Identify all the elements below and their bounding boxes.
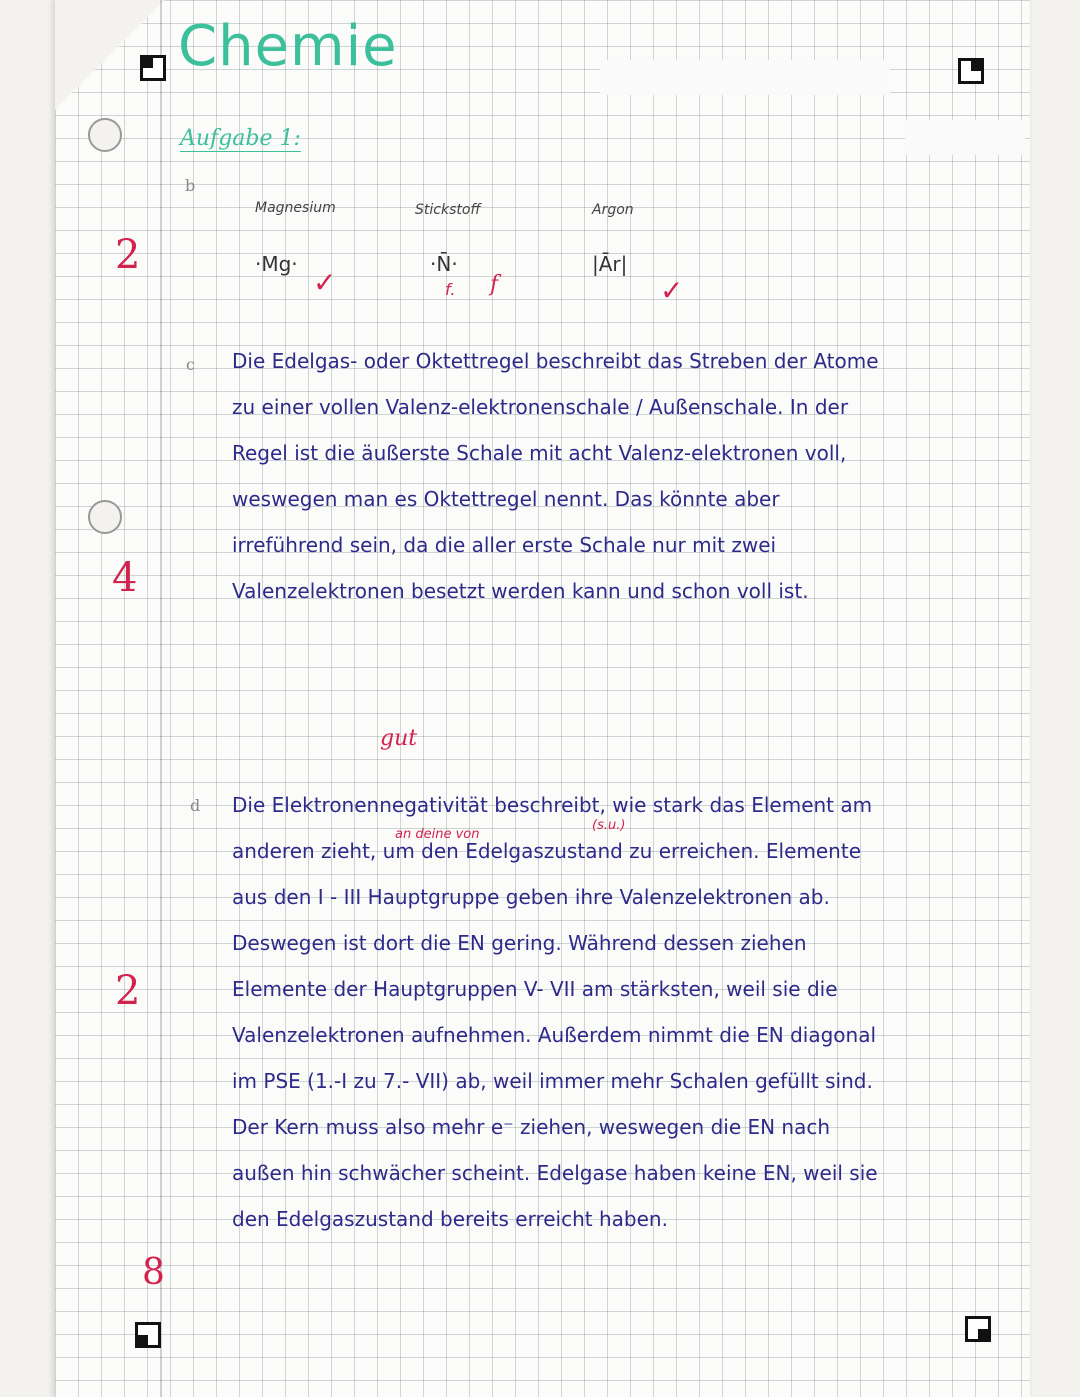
score-part-c: 4 [112, 555, 138, 601]
element-name-nitrogen: Stickstoff [415, 202, 481, 218]
check-mark-icon: ✓ [660, 274, 684, 307]
redacted-area [600, 60, 890, 95]
part-d-text: Die Elektronennegativität beschreibt, wie stark das Element am anderen zieht, um den Edelgaszustand zu erreichen. Elemente aus den I - III Hauptgruppe geben ihre Valenzelektronen ab. Deswegen ist dort die EN gering. Während dessen ziehen Elemente der Hauptgruppen V- VII am stärksten, weil sie die Valenzelektronen aufnehmen. Außerdem nimmt die EN diagonal im PSE (1.-I zu 7.- VII) ab, weil immer mehr Schalen gefüllt sind. Der Kern muss also mehr e⁻ ziehen, weswegen die EN nach außen hin schwächer scheint. Edelgase haben keine EN, weil sie den Edelgaszustand bereits erreicht haben. [232, 793, 878, 1231]
corner-marker-bottom-left-icon [135, 1322, 161, 1348]
lewis-nitrogen: ·N̄· [430, 252, 458, 276]
element-name-magnesium: Magnesium [255, 200, 336, 216]
part-d-label: d [190, 796, 201, 815]
margin-line [160, 0, 162, 1397]
punch-hole-top [88, 118, 122, 152]
part-c-label: c [186, 355, 195, 374]
part-b-label: b [185, 176, 196, 195]
corner-marker-bottom-right-icon [965, 1316, 991, 1342]
insert-note-ref: (s.u.) [592, 818, 626, 833]
nitrogen-note: f. [445, 280, 456, 299]
score-total: 8 [142, 1252, 165, 1293]
punch-hole-middle [88, 500, 122, 534]
teacher-comment: gut [380, 726, 418, 751]
score-part-b: 2 [115, 232, 141, 278]
element-name-argon: Argon [592, 202, 634, 218]
score-part-d: 2 [115, 968, 141, 1014]
lewis-argon: |Ār| [592, 252, 628, 276]
task-heading: Aufgabe 1: [180, 126, 301, 151]
lewis-magnesium: ·Mg· [255, 252, 298, 276]
insert-note: an deine von [395, 827, 480, 842]
redacted-area-small [905, 120, 1025, 155]
subject-title: Chemie [178, 14, 398, 79]
check-mark-icon: ✓ [313, 266, 337, 299]
corner-marker-top-right-icon [958, 58, 984, 84]
part-c-text: Die Edelgas- oder Oktettregel beschreibt das Streben der Atome zu einer vollen Valenz-elektronenschale / Außenschale. In der Regel ist die äußerste Schale mit acht Valenz-elektronen voll, weswegen man es Oktettregel nennt. Das könnte aber irreführend sein, da die aller erste Schale nur mit zwei Valenzelektronen besetzt werden kann und schon voll ist. [232, 349, 879, 603]
corner-marker-top-left-icon [140, 55, 166, 81]
nitrogen-correction-mark: f [490, 272, 499, 297]
